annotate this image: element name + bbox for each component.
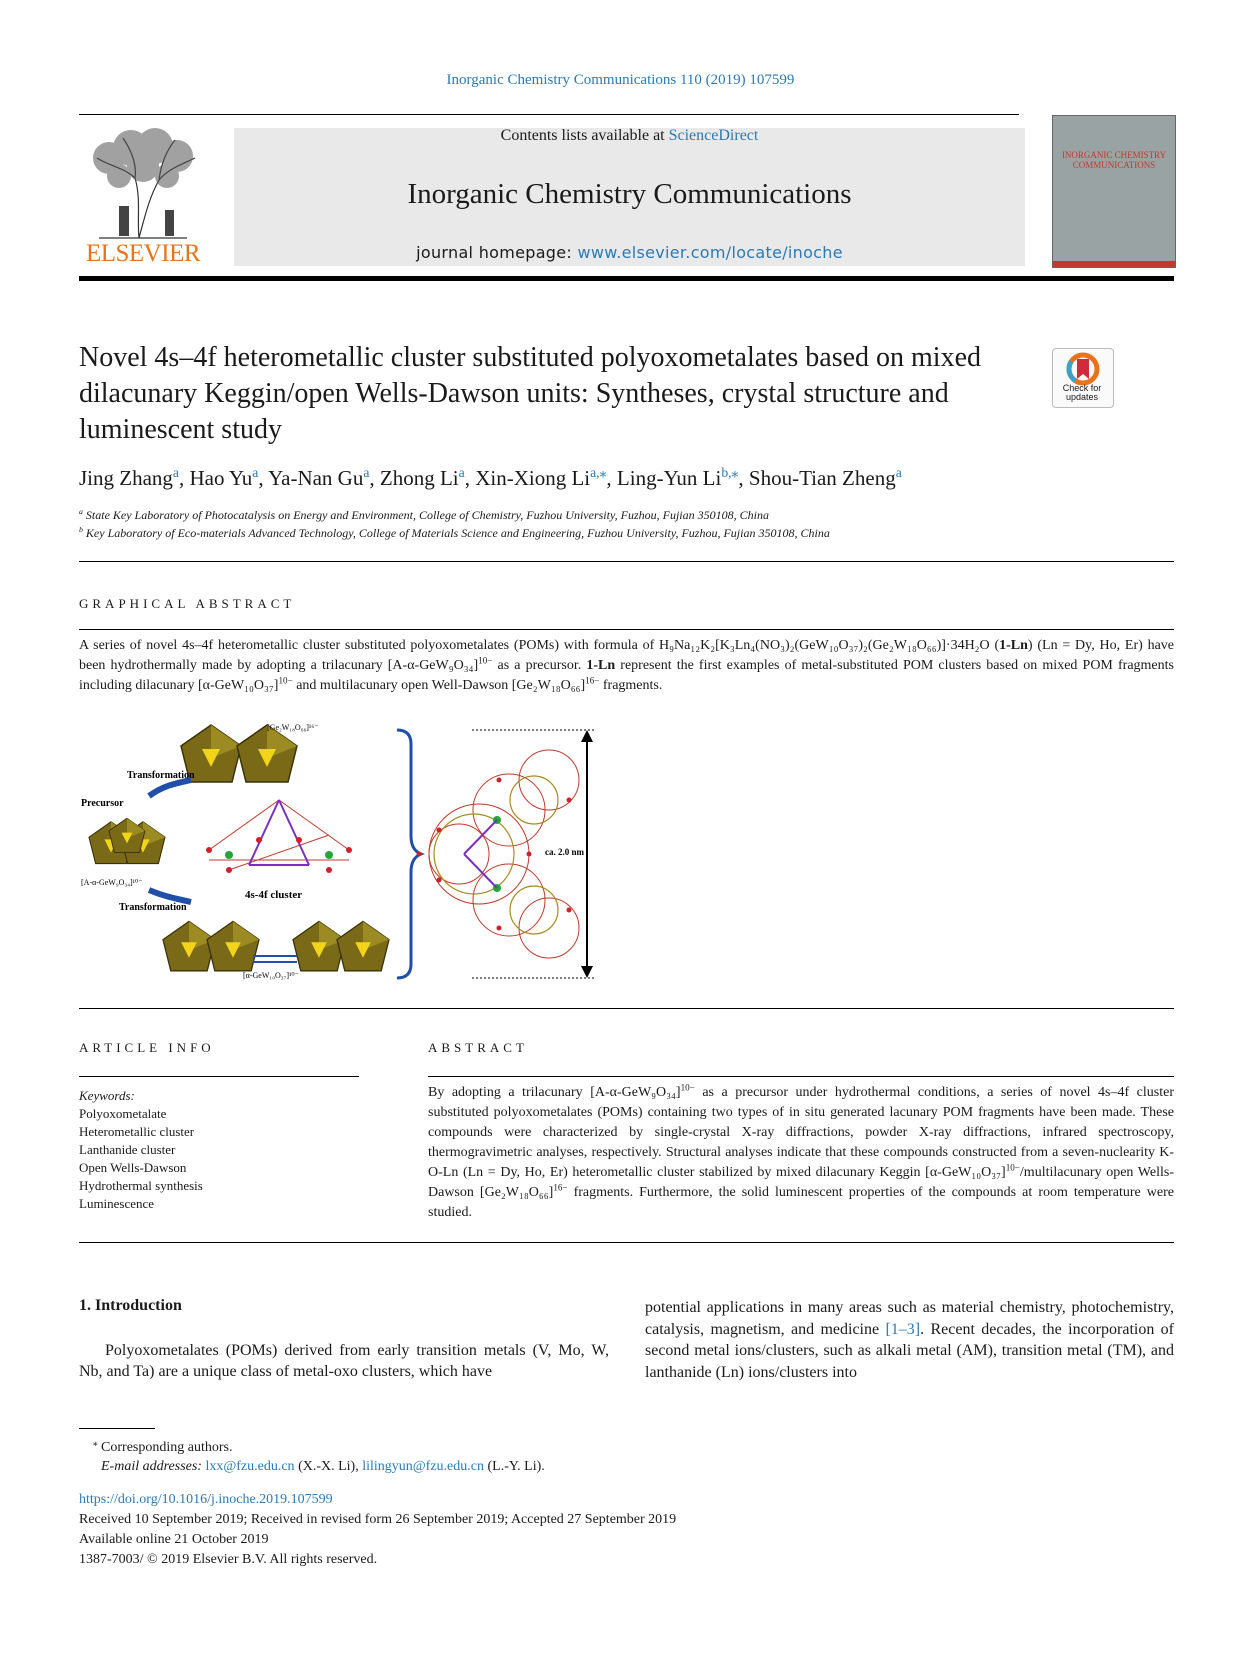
author: Shou-Tian Zheng$^a$ <box>748 465 902 490</box>
author-list: Jing Zhang$^a$, Hao Yu$^a$, Ya-Nan Gu$^a$, Zhong Li$^a$, Xin-Xiong $Li^{a,⁎}$, Ling-Yun $Li^{b,⁎}$, Shou-Tian Zheng$^a$ <box>79 465 902 490</box>
affiliation-rule <box>79 561 1174 562</box>
author: Xin-Xiong $Li^{a,⁎}$ <box>475 465 607 490</box>
author: Ling-Yun $Li^{b,⁎}$ <box>616 465 739 490</box>
label-4s-4f-cluster: 4s-4f cluster <box>245 889 303 901</box>
publication-info <box>79 1490 1174 1570</box>
contents-line <box>234 127 1025 145</box>
keywords-label: Keywords: <box>79 1088 135 1103</box>
abstract-text: By adopting a trilacunary $[A-\alpha-GeW_9O_{34}]^{10-}$ as a precursor under hydrothermal conditions, a series of novel 4s–4f cluster substituted polyoxometalates (POMs) containing two types of in situ generated lacunary POM fragments have been made. These compounds were characterized by single-crystal X-ray diffractions, powder X-ray diffractions, infrared spectroscopy, thermogravimetric analyses, respectively. Structural analyses indicate that these compounds constructed from a seven-nuclearity K-O-Ln (Ln = Dy, Ho, Er) heterometallic cluster stabilized by mixed dilacunary Keggin $[\alpha-GeW_{10}O_{37}]^{10-}$/multilacunary open Wells-Dawson $[Ge_2W_{18}O_{66}]^{16-}$ fragments. Furthermore, the solid luminescent properties of the compounds at room temperature were studied. <box>428 1082 1174 1220</box>
affiliation-a: $^a$ State Key Laboratory of Photocatalysis on Energy and Environment, College of Chemistry, Fuzhou University, Fuzhou, Fujian 350108, China <box>79 507 769 522</box>
author: Hao Yu$^a$ <box>189 465 259 490</box>
journal-title: Inorganic Chemistry Communications <box>407 178 852 210</box>
label-transformation-bottom: Transformation <box>119 902 187 913</box>
ga-rule <box>79 629 1174 630</box>
keyword: Hydrothermal synthesis <box>79 1178 203 1193</box>
header-top-rule <box>79 114 1019 115</box>
keyword: Lanthanide cluster <box>79 1142 176 1157</box>
homepage-link[interactable]: www.elsevier.com/locate/inoche <box>577 243 843 262</box>
reference-link[interactable]: [1–3] <box>885 1320 921 1338</box>
graphical-abstract-figure <box>79 720 639 995</box>
paper-title: Novel 4s–4f heterometallic cluster substituted polyoxometalates based on mixed dilacunary Keggin/open Wells-Dawson units: Syntheses, crystal structure and luminescent study <box>79 342 982 445</box>
keyword: Polyoxometalate <box>79 1106 167 1121</box>
homepage-line <box>234 243 1025 262</box>
email-link[interactable]: lilingyun@fzu.edu.cn <box>362 1459 484 1474</box>
available-online: Available online 21 October 2019 <box>79 1532 269 1547</box>
keyword: Luminescence <box>79 1196 155 1211</box>
journal-cover-thumbnail[interactable] <box>1052 115 1176 268</box>
journal-reference[interactable]: Inorganic Chemistry Communications 110 (2019) 107599 <box>446 72 795 88</box>
figure-rule <box>79 1008 1174 1009</box>
label-transformation-top: Transformation <box>127 770 195 781</box>
keyword: Heterometallic cluster <box>79 1124 195 1139</box>
author: Ya-Nan Gu$^a$ <box>268 465 370 490</box>
abstract-rule <box>428 1076 1174 1077</box>
doi-link[interactable]: https://doi.org/10.1016/j.inoche.2019.107599 <box>79 1492 333 1507</box>
abstract-heading: ABSTRACT <box>428 1040 528 1055</box>
introduction-left-column: Polyoxometalates (POMs) derived from early transition metals (V, Mo, W, Nb, and Ta) are a unique class of metal-oxo clusters, which have <box>79 1342 609 1380</box>
received-dates: Received 10 September 2019; Received in revised form 26 September 2019; Accepted 27 September 2019 <box>79 1512 677 1527</box>
introduction-right-column: potential applications in many areas such as material chemistry, photochemistry, catalysis, magnetism, and medicine [1–3]. Recent decades, the incorporation of second metal ions/clusters, such as alkali metal (AM), transition metal (TM), and lanthanide (Ln) ions/clusters into <box>645 1299 1175 1381</box>
graphical-abstract-text: A series of novel 4s–4f heterometallic cluster substituted polyoxometalates (POMs) with formula of H₉Na₁₂K₂[K₃Ln₄(NO₃)₂(GeW₁₀O₃₇)₂(Ge₂W₁₈O₆₆)]·34H₂O (1-Ln) (Ln = Dy, Ho, Er) have been hydrothermally made by adopting a trilacunary $[A-\alpha-GeW_9O_{34}]^{10-}$ as a precursor. 1-Ln represent the first examples of metal-substituted POM clusters based on mixed POM fragments including dilacunary $[\alpha-GeW_{10}O_{37}]^{10-}$ and multilacunary open Well-Dawson $[Ge_2W_{18}O_{66}]^{16-}$ fragments. <box>79 638 1174 693</box>
label-ge2w18: [Ge₂W₁₈O₆₆]¹⁶⁻ <box>267 723 319 732</box>
label-gew10: [α-GeW₁₀O₃₇]¹⁰⁻ <box>243 971 299 980</box>
homepage-prefix: journal homepage: <box>416 243 578 262</box>
cover-title: INORGANIC CHEMISTRY COMMUNICATIONS <box>1061 150 1167 170</box>
contents-prefix: Contents lists available at <box>500 127 669 144</box>
article-info-rule <box>79 1076 359 1077</box>
label-precursor: Precursor <box>81 798 124 809</box>
cover-band <box>1053 261 1175 267</box>
abstract-bottom-rule <box>79 1242 1174 1243</box>
keywords-block <box>79 1087 379 1213</box>
author: Jing Zhang$^a$ <box>79 465 179 490</box>
footnote: ⁎ Corresponding authors. E-mail addresses: lxx@fzu.edu.cn (X.-X. Li), lilingyun@fzu.edu.cn (L.-Y. Li). <box>93 1437 545 1474</box>
header-thick-rule <box>79 276 1174 281</box>
keyword: Open Wells-Dawson <box>79 1160 187 1175</box>
sciencedirect-link[interactable]: ScienceDirect <box>668 127 759 144</box>
introduction-heading: 1. Introduction <box>79 1297 182 1314</box>
label-agew9: [A-α-GeW₉O₃₄]¹⁰⁻ <box>81 878 143 887</box>
author: Zhong Li$^a$ <box>379 465 465 490</box>
footnote-rule <box>79 1428 155 1429</box>
affiliation-b: $^b$ Key Laboratory of Eco-materials Advanced Technology, College of Materials Science and Engineering, Fuzhou University, Fuzhou, Fujian 350108, China <box>79 525 830 540</box>
label-size: ca. 2.0 nm <box>545 847 584 857</box>
copyright: 1387-7003/ © 2019 Elsevier B.V. All rights reserved. <box>79 1552 378 1567</box>
check-for-updates-label: Check for updates <box>1062 383 1102 402</box>
elsevier-wordmark: ELSEVIER <box>85 240 201 267</box>
graphical-abstract-heading: GRAPHICAL ABSTRACT <box>79 596 296 611</box>
email-link[interactable]: lxx@fzu.edu.cn <box>205 1459 295 1474</box>
article-info-heading: ARTICLE INFO <box>79 1040 215 1055</box>
